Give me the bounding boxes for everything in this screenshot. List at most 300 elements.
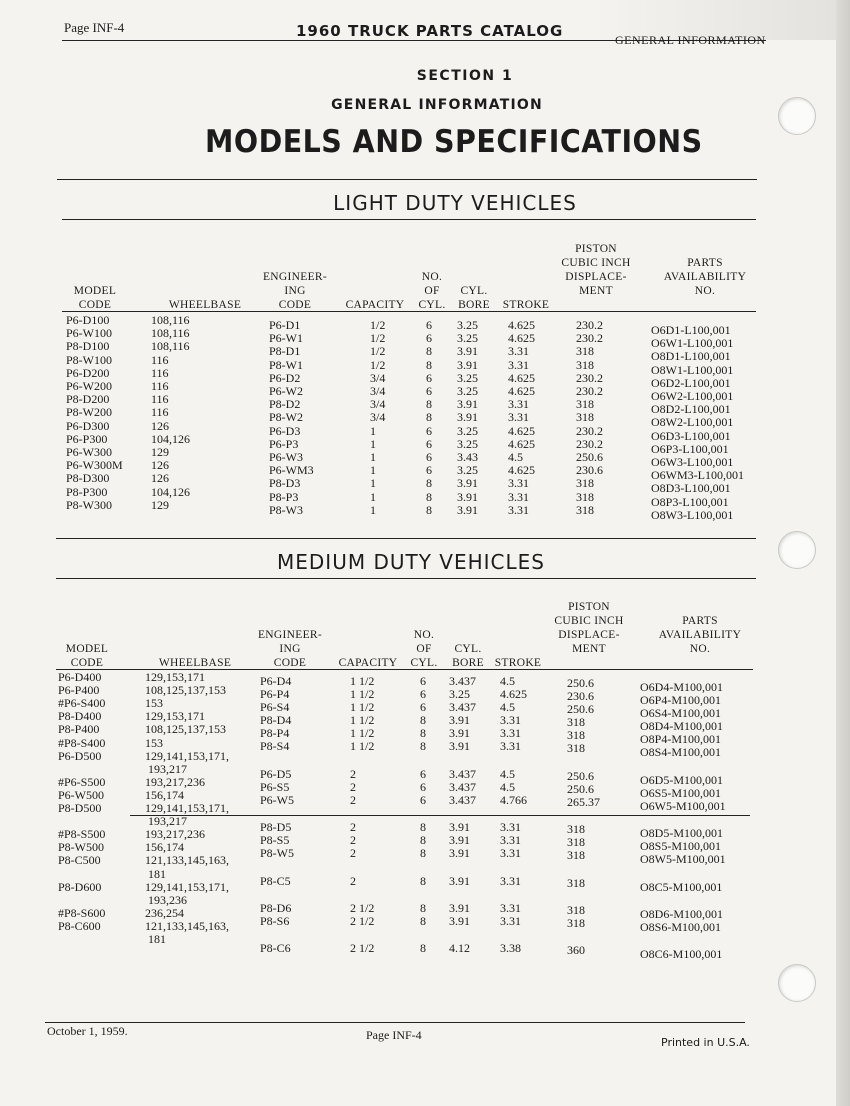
light-cell-cyl: 6 — [426, 423, 432, 438]
medium-cell-stroke: 3.38 — [500, 941, 521, 955]
column-header-stroke — [497, 298, 555, 312]
medium-cell-stroke: 3.31 — [500, 820, 521, 834]
column-header-wheelbase — [150, 656, 240, 670]
light-cell-model: P6-W300 — [66, 445, 112, 459]
medium-cell-bore: 3.91 — [449, 901, 470, 915]
medium-cell-eng: P8-D4 — [260, 713, 292, 727]
column-header-line: AVAILABILITY — [658, 629, 742, 641]
medium-cell-eng: P6-D5 — [260, 767, 292, 781]
column-header-line: PISTON — [568, 601, 610, 613]
medium-cell-cyl: 6 — [420, 767, 426, 781]
medium-cell-model: P8-C600 — [58, 918, 101, 933]
light-cell-wheelbase: 116 — [151, 379, 169, 393]
light-cell-bore: 3.91 — [457, 410, 478, 425]
column-header-line: NO. — [421, 271, 443, 283]
light-cell-stroke: 4.625 — [508, 384, 535, 398]
light-cell-parts: O6P3-L100,001 — [651, 441, 729, 456]
light-cell-bore: 3.25 — [457, 423, 478, 438]
column-header-line: OF — [424, 285, 440, 297]
medium-cell-stroke: 3.31 — [500, 713, 521, 727]
medium-cell-cyl: 8 — [420, 739, 426, 753]
light-cell-parts: O8D1-L100,001 — [651, 349, 731, 364]
light-cell-displacement: 318 — [576, 410, 594, 425]
medium-cell-cyl: 8 — [420, 846, 426, 860]
medium-cell-wheelbase: 153 — [145, 735, 163, 750]
medium-cell-bore: 3.91 — [449, 713, 470, 727]
light-cell-capacity: 3/4 — [370, 370, 386, 385]
medium-cell-capacity: 1 1/2 — [350, 739, 375, 753]
medium-cell-displacement: 230.6 — [567, 689, 594, 703]
medium-cell-bore: 3.25 — [449, 687, 470, 701]
light-cell-wheelbase: 116 — [151, 392, 169, 407]
light-cell-eng: P6-W3 — [269, 450, 303, 464]
light-cell-eng: P8-D1 — [269, 344, 301, 359]
footer-page-number: Page INF-4 — [366, 1028, 422, 1042]
medium-cell-wheelbase: 121,133,145,163, — [145, 918, 229, 933]
medium-cell-eng: P6-W5 — [260, 793, 294, 807]
column-header-line: CODE — [78, 299, 112, 311]
medium-cell-capacity: 2 1/2 — [350, 941, 375, 955]
medium-group-separator — [130, 815, 750, 816]
medium-cell-stroke: 3.31 — [500, 901, 521, 915]
medium-cell-wheelbase: 108,125,137,153 — [145, 722, 226, 737]
medium-cell-displacement: 318 — [567, 848, 585, 862]
light-cell-displacement: 318 — [576, 476, 594, 491]
light-cell-stroke: 3.31 — [508, 410, 529, 425]
light-cell-stroke: 4.625 — [508, 463, 535, 478]
column-header-line: ING — [279, 643, 301, 655]
footer-date: October 1, 1959. — [47, 1024, 128, 1038]
column-header-line: CUBIC INCH — [561, 257, 631, 269]
light-cell-eng: P6-W1 — [269, 331, 303, 346]
light-cell-wheelbase: 116 — [151, 365, 169, 380]
binder-hole — [778, 964, 816, 1002]
medium-cell-model: #P8-S600 — [58, 905, 106, 920]
medium-cell-eng: P8-D5 — [260, 820, 292, 834]
light-cell-model: P6-D300 — [66, 418, 110, 433]
medium-cell-bore: 3.437 — [449, 767, 476, 781]
light-cell-displacement: 230.2 — [576, 370, 603, 385]
light-cell-wheelbase: 126 — [151, 458, 169, 473]
column-header-capacity — [340, 298, 410, 312]
medium-cell-wheelbase: 153 — [145, 696, 163, 711]
header-rule — [62, 40, 766, 41]
column-header-line: CUBIC INCH — [554, 615, 624, 627]
medium-cell-bore: 3.437 — [449, 674, 476, 688]
light-cell-wheelbase: 116 — [151, 352, 169, 367]
column-header-parts — [655, 256, 755, 298]
medium-cell-parts: O8S4-M100,001 — [640, 745, 722, 759]
light-cell-displacement: 318 — [576, 502, 594, 517]
light-cell-parts: O6WM3-L100,001 — [651, 468, 744, 483]
light-cell-capacity: 3/4 — [370, 384, 386, 398]
light-cell-model: P8-D100 — [66, 339, 110, 354]
light-cell-eng: P6-WM3 — [269, 463, 314, 478]
light-cell-wheelbase: 129 — [151, 497, 169, 512]
medium-cell-bore: 3.91 — [449, 833, 470, 847]
medium-cell-eng: P6-S4 — [260, 700, 290, 714]
light-cell-model: P8-W100 — [66, 352, 112, 367]
light-cell-bore: 3.91 — [457, 397, 478, 412]
medium-cell-eng: P8-S6 — [260, 914, 290, 928]
light-duty-end-rule — [56, 538, 756, 539]
medium-cell-wheelbase: 121,133,145,163, — [145, 853, 229, 868]
light-cell-cyl: 6 — [426, 463, 432, 478]
light-cell-model: P6-W100 — [66, 326, 112, 341]
column-header-line: WHEELBASE — [168, 299, 242, 311]
column-header-piston — [552, 242, 640, 298]
medium-cell-stroke: 4.5 — [500, 767, 515, 781]
column-header-line: MENT — [572, 643, 606, 655]
light-cell-model: P8-W200 — [66, 405, 112, 420]
medium-cell-displacement: 318 — [567, 876, 585, 890]
light-cell-capacity: 1/2 — [370, 344, 386, 359]
medium-cell-stroke: 3.31 — [500, 846, 521, 860]
column-header-wheelbase — [160, 298, 250, 312]
light-cell-wheelbase: 108,116 — [151, 313, 190, 327]
column-header-line: NO. — [413, 629, 435, 641]
light-cell-bore: 3.91 — [457, 357, 478, 372]
medium-cell-displacement: 250.6 — [567, 676, 594, 690]
light-cell-capacity: 1 — [370, 489, 376, 504]
medium-cell-capacity: 2 — [350, 780, 356, 794]
light-cell-stroke: 4.625 — [508, 318, 535, 332]
medium-cell-parts: O6D5-M100,001 — [640, 773, 723, 787]
medium-cell-model: P8-P400 — [58, 722, 100, 737]
footer-printed-in: Printed in U.S.A. — [661, 1036, 750, 1049]
light-cell-bore: 3.25 — [457, 331, 478, 346]
medium-cell-capacity: 2 — [350, 833, 356, 847]
light-cell-parts: O6D1-L100,001 — [651, 323, 731, 337]
medium-cell-model: P8-D600 — [58, 879, 102, 894]
medium-cell-eng: P6-S5 — [260, 780, 290, 794]
medium-cell-wheelbase: 193,236 — [148, 892, 187, 907]
medium-cell-cyl: 6 — [420, 700, 426, 714]
light-cell-eng: P6-W2 — [269, 384, 303, 398]
medium-cell-eng: P8-S4 — [260, 739, 290, 753]
column-header-cyl-bore — [442, 642, 494, 670]
medium-cell-cyl: 8 — [420, 914, 426, 928]
light-cell-cyl: 8 — [426, 397, 432, 412]
medium-cell-model: P8-C500 — [58, 853, 101, 868]
light-cell-wheelbase: 108,116 — [151, 326, 190, 341]
medium-cell-displacement: 318 — [567, 715, 585, 729]
section-name: GENERAL INFORMATION — [331, 97, 543, 113]
column-header-line: WHEELBASE — [158, 657, 232, 669]
column-header-line: CYL. — [418, 299, 446, 311]
light-cell-model: P6-D200 — [66, 365, 110, 380]
light-cell-bore: 3.91 — [457, 502, 478, 517]
medium-cell-stroke: 3.31 — [500, 874, 521, 888]
light-cell-cyl: 8 — [426, 357, 432, 372]
medium-cell-model: P8-W500 — [58, 840, 104, 855]
light-cell-eng: P6-D2 — [269, 370, 301, 385]
medium-cell-parts: O6P4-M100,001 — [640, 693, 722, 707]
medium-cell-model: P8-D500 — [58, 801, 102, 815]
medium-cell-stroke: 3.31 — [500, 739, 521, 753]
light-cell-bore: 3.25 — [457, 370, 478, 385]
medium-cell-capacity: 1 1/2 — [350, 700, 375, 714]
medium-cell-model: P6-D500 — [58, 748, 102, 763]
medium-cell-capacity: 2 — [350, 820, 356, 834]
column-header-line: STROKE — [502, 299, 550, 311]
light-cell-cyl: 6 — [426, 450, 432, 464]
page-edge — [836, 0, 850, 1106]
light-cell-wheelbase: 116 — [151, 405, 169, 420]
footer-rule — [45, 1022, 745, 1023]
light-cell-model: P8-P300 — [66, 484, 108, 499]
light-cell-cyl: 8 — [426, 344, 432, 359]
medium-cell-parts: O8S5-M100,001 — [640, 839, 722, 853]
medium-cell-displacement: 318 — [567, 822, 585, 836]
medium-cell-eng: P6-D4 — [260, 674, 292, 688]
medium-cell-stroke: 3.31 — [500, 833, 521, 847]
medium-cell-cyl: 6 — [420, 780, 426, 794]
light-cell-capacity: 1/2 — [370, 357, 386, 372]
light-cell-displacement: 230.2 — [576, 436, 603, 451]
medium-cell-capacity: 1 1/2 — [350, 674, 375, 688]
medium-cell-stroke: 4.5 — [500, 700, 515, 714]
column-header-line: CODE — [278, 299, 312, 311]
medium-cell-displacement: 250.6 — [567, 782, 594, 796]
light-cell-capacity: 1 — [370, 436, 376, 451]
medium-cell-capacity: 2 1/2 — [350, 901, 375, 915]
medium-cell-parts: O6S5-M100,001 — [640, 786, 722, 800]
light-cell-wheelbase: 126 — [151, 471, 169, 486]
medium-cell-parts: O8D6-M100,001 — [640, 907, 723, 921]
column-header-line: CYL. — [460, 285, 488, 297]
medium-cell-wheelbase: 129,141,153,171, — [145, 879, 229, 894]
medium-cell-bore: 3.91 — [449, 846, 470, 860]
light-cell-parts: O6W2-L100,001 — [651, 389, 734, 403]
medium-cell-parts: O6D4-M100,001 — [640, 680, 723, 694]
header-catalog-title: 1960 TRUCK PARTS CATALOG — [296, 22, 564, 40]
medium-cell-cyl: 6 — [420, 687, 426, 701]
light-cell-parts: O8D3-L100,001 — [651, 481, 731, 496]
medium-cell-parts: O6S4-M100,001 — [640, 706, 722, 720]
light-cell-eng: P8-W3 — [269, 502, 303, 517]
column-header-line: CAPACITY — [345, 299, 405, 311]
medium-cell-parts: O8D4-M100,001 — [640, 719, 723, 733]
medium-cell-model: #P6-S500 — [58, 774, 106, 789]
light-cell-eng: P8-P3 — [269, 489, 299, 504]
medium-cell-wheelbase: 129,153,171 — [145, 709, 205, 724]
medium-cell-capacity: 1 1/2 — [350, 713, 375, 727]
section-number: SECTION 1 — [416, 68, 514, 84]
medium-cell-capacity: 2 — [350, 874, 356, 888]
light-cell-bore: 3.25 — [457, 318, 478, 332]
header-section-name: GENERAL INFORMATION — [615, 33, 766, 47]
light-cell-stroke: 3.31 — [508, 344, 529, 359]
medium-cell-stroke: 4.5 — [500, 674, 515, 688]
medium-cell-cyl: 8 — [420, 820, 426, 834]
column-header-line: MODEL — [65, 643, 109, 655]
column-header-line: AVAILABILITY — [663, 271, 747, 283]
medium-cell-capacity: 1 1/2 — [350, 687, 375, 701]
light-cell-eng: P8-W1 — [269, 357, 303, 372]
column-header-line: ING — [284, 285, 306, 297]
medium-cell-cyl: 8 — [420, 713, 426, 727]
light-cell-cyl: 8 — [426, 489, 432, 504]
light-cell-model: P6-W300M — [66, 458, 123, 473]
light-cell-eng: P8-D3 — [269, 476, 301, 491]
medium-cell-cyl: 8 — [420, 941, 426, 955]
light-cell-stroke: 4.5 — [508, 450, 523, 464]
medium-cell-wheelbase: 181 — [148, 932, 166, 946]
medium-cell-wheelbase: 156,174 — [145, 840, 184, 855]
light-cell-bore: 3.25 — [457, 463, 478, 478]
column-header-line: DISPLACE- — [565, 271, 627, 283]
medium-cell-capacity: 2 — [350, 793, 356, 807]
light-cell-bore: 3.91 — [457, 476, 478, 491]
medium-duty-title-rule — [56, 578, 756, 579]
medium-cell-stroke: 4.625 — [500, 687, 527, 701]
medium-cell-parts: O8C5-M100,001 — [640, 880, 723, 894]
light-cell-model: P6-P300 — [66, 431, 108, 446]
medium-cell-cyl: 8 — [420, 833, 426, 847]
column-header-line: CODE — [70, 657, 104, 669]
light-cell-bore: 3.43 — [457, 450, 478, 464]
medium-cell-parts: O8W5-M100,001 — [640, 852, 726, 866]
light-cell-stroke: 3.31 — [508, 502, 529, 517]
medium-cell-model: P8-D400 — [58, 709, 102, 724]
medium-cell-wheelbase: 129,141,153,171, — [145, 748, 229, 763]
light-cell-parts: O8D2-L100,001 — [651, 402, 731, 417]
light-cell-stroke: 3.31 — [508, 476, 529, 491]
light-duty-title-rule — [62, 219, 756, 220]
medium-cell-bore: 3.437 — [449, 700, 476, 714]
medium-cell-displacement: 250.6 — [567, 702, 594, 716]
column-header-cyl-bore — [448, 284, 500, 312]
light-cell-model: P8-W300 — [66, 497, 112, 512]
light-cell-eng: P8-D2 — [269, 397, 301, 412]
light-cell-eng: P6-D3 — [269, 423, 301, 438]
light-cell-capacity: 3/4 — [370, 397, 386, 412]
medium-cell-model: #P8-S400 — [58, 735, 106, 750]
light-cell-displacement: 318 — [576, 344, 594, 359]
light-cell-cyl: 8 — [426, 476, 432, 491]
light-cell-wheelbase: 104,126 — [151, 484, 190, 499]
medium-cell-model: P6-W500 — [58, 787, 104, 802]
light-cell-stroke: 4.625 — [508, 370, 535, 385]
column-header-parts — [650, 614, 750, 656]
light-cell-capacity: 1/2 — [370, 318, 386, 332]
medium-cell-cyl: 8 — [420, 726, 426, 740]
medium-cell-model: #P6-S400 — [58, 696, 106, 711]
light-cell-model: P6-D100 — [66, 313, 110, 327]
medium-cell-displacement: 318 — [567, 741, 585, 755]
light-cell-cyl: 6 — [426, 331, 432, 346]
light-cell-parts: O8P3-L100,001 — [651, 494, 729, 509]
medium-cell-cyl: 6 — [420, 674, 426, 688]
light-cell-displacement: 230.2 — [576, 331, 603, 346]
medium-cell-bore: 4.12 — [449, 941, 470, 955]
title-rule — [57, 179, 757, 180]
medium-cell-cyl: 8 — [420, 874, 426, 888]
light-cell-model: P8-D200 — [66, 392, 110, 407]
column-header-line: ENGINEER- — [262, 271, 328, 283]
light-cell-stroke: 3.31 — [508, 489, 529, 504]
light-cell-displacement: 230.2 — [576, 423, 603, 438]
light-cell-wheelbase: 104,126 — [151, 431, 190, 446]
medium-cell-wheelbase: 129,141,153,171, — [145, 801, 229, 815]
light-cell-cyl: 6 — [426, 318, 432, 332]
medium-cell-stroke: 4.766 — [500, 793, 527, 807]
light-cell-cyl: 6 — [426, 384, 432, 398]
light-cell-parts: O6W1-L100,001 — [651, 336, 734, 351]
medium-cell-wheelbase: 193,217,236 — [145, 774, 205, 789]
light-cell-displacement: 318 — [576, 357, 594, 372]
light-cell-capacity: 3/4 — [370, 410, 386, 425]
medium-cell-cyl: 6 — [420, 793, 426, 807]
medium-cell-displacement: 360 — [567, 943, 585, 957]
column-header-model-code — [60, 284, 130, 312]
column-header-line: BORE — [458, 299, 490, 311]
light-cell-capacity: 1 — [370, 502, 376, 517]
column-header-line: CYL. — [454, 643, 482, 655]
light-cell-parts: O6D3-L100,001 — [651, 428, 731, 443]
column-header-piston — [545, 600, 633, 656]
light-cell-eng: P6-D1 — [269, 318, 301, 332]
medium-cell-capacity: 2 — [350, 767, 356, 781]
light-cell-cyl: 8 — [426, 502, 432, 517]
medium-cell-parts: O8C6-M100,001 — [640, 947, 723, 961]
medium-duty-title: MEDIUM DUTY VEHICLES — [277, 550, 545, 574]
page-title: MODELS AND SPECIFICATIONS — [205, 124, 703, 160]
light-cell-wheelbase: 129 — [151, 445, 169, 459]
column-header-engineering-code — [255, 270, 335, 312]
medium-cell-model: P6-D400 — [58, 670, 102, 684]
medium-cell-stroke: 4.5 — [500, 780, 515, 794]
light-cell-bore: 3.25 — [457, 384, 478, 398]
light-cell-wheelbase: 108,116 — [151, 339, 190, 354]
column-header-line: CYL. — [410, 657, 438, 669]
column-header-line: CAPACITY — [338, 657, 398, 669]
medium-cell-stroke: 3.31 — [500, 914, 521, 928]
medium-cell-wheelbase: 181 — [148, 866, 166, 881]
light-cell-eng: P6-P3 — [269, 436, 299, 451]
column-header-line: CODE — [273, 657, 307, 669]
light-cell-displacement: 318 — [576, 489, 594, 504]
column-header-capacity — [333, 656, 403, 670]
medium-cell-bore: 3.91 — [449, 739, 470, 753]
medium-cell-displacement: 318 — [567, 728, 585, 742]
medium-cell-capacity: 1 1/2 — [350, 726, 375, 740]
column-header-line: DISPLACE- — [558, 629, 620, 641]
medium-cell-eng: P6-P4 — [260, 687, 290, 701]
medium-cell-model: #P8-S500 — [58, 827, 106, 842]
medium-cell-wheelbase: 156,174 — [145, 787, 184, 802]
column-header-line: PISTON — [575, 243, 617, 255]
medium-cell-capacity: 2 — [350, 846, 356, 860]
light-cell-capacity: 1 — [370, 450, 376, 464]
medium-cell-parts: O6W5-M100,001 — [640, 799, 726, 813]
medium-cell-bore: 3.437 — [449, 793, 476, 807]
medium-cell-bore: 3.91 — [449, 726, 470, 740]
light-cell-stroke: 3.31 — [508, 357, 529, 372]
column-header-line: NO. — [689, 643, 711, 655]
medium-cell-parts: O8D5-M100,001 — [640, 826, 723, 840]
light-cell-stroke: 4.625 — [508, 436, 535, 451]
column-header-stroke — [489, 656, 547, 670]
column-header-line: OF — [416, 643, 432, 655]
medium-cell-capacity: 2 1/2 — [350, 914, 375, 928]
medium-cell-wheelbase: 108,125,137,153 — [145, 683, 226, 698]
column-header-engineering-code — [250, 628, 330, 670]
medium-cell-eng: P8-S5 — [260, 833, 290, 847]
light-cell-stroke: 4.625 — [508, 331, 535, 346]
light-cell-wheelbase: 126 — [151, 418, 169, 433]
